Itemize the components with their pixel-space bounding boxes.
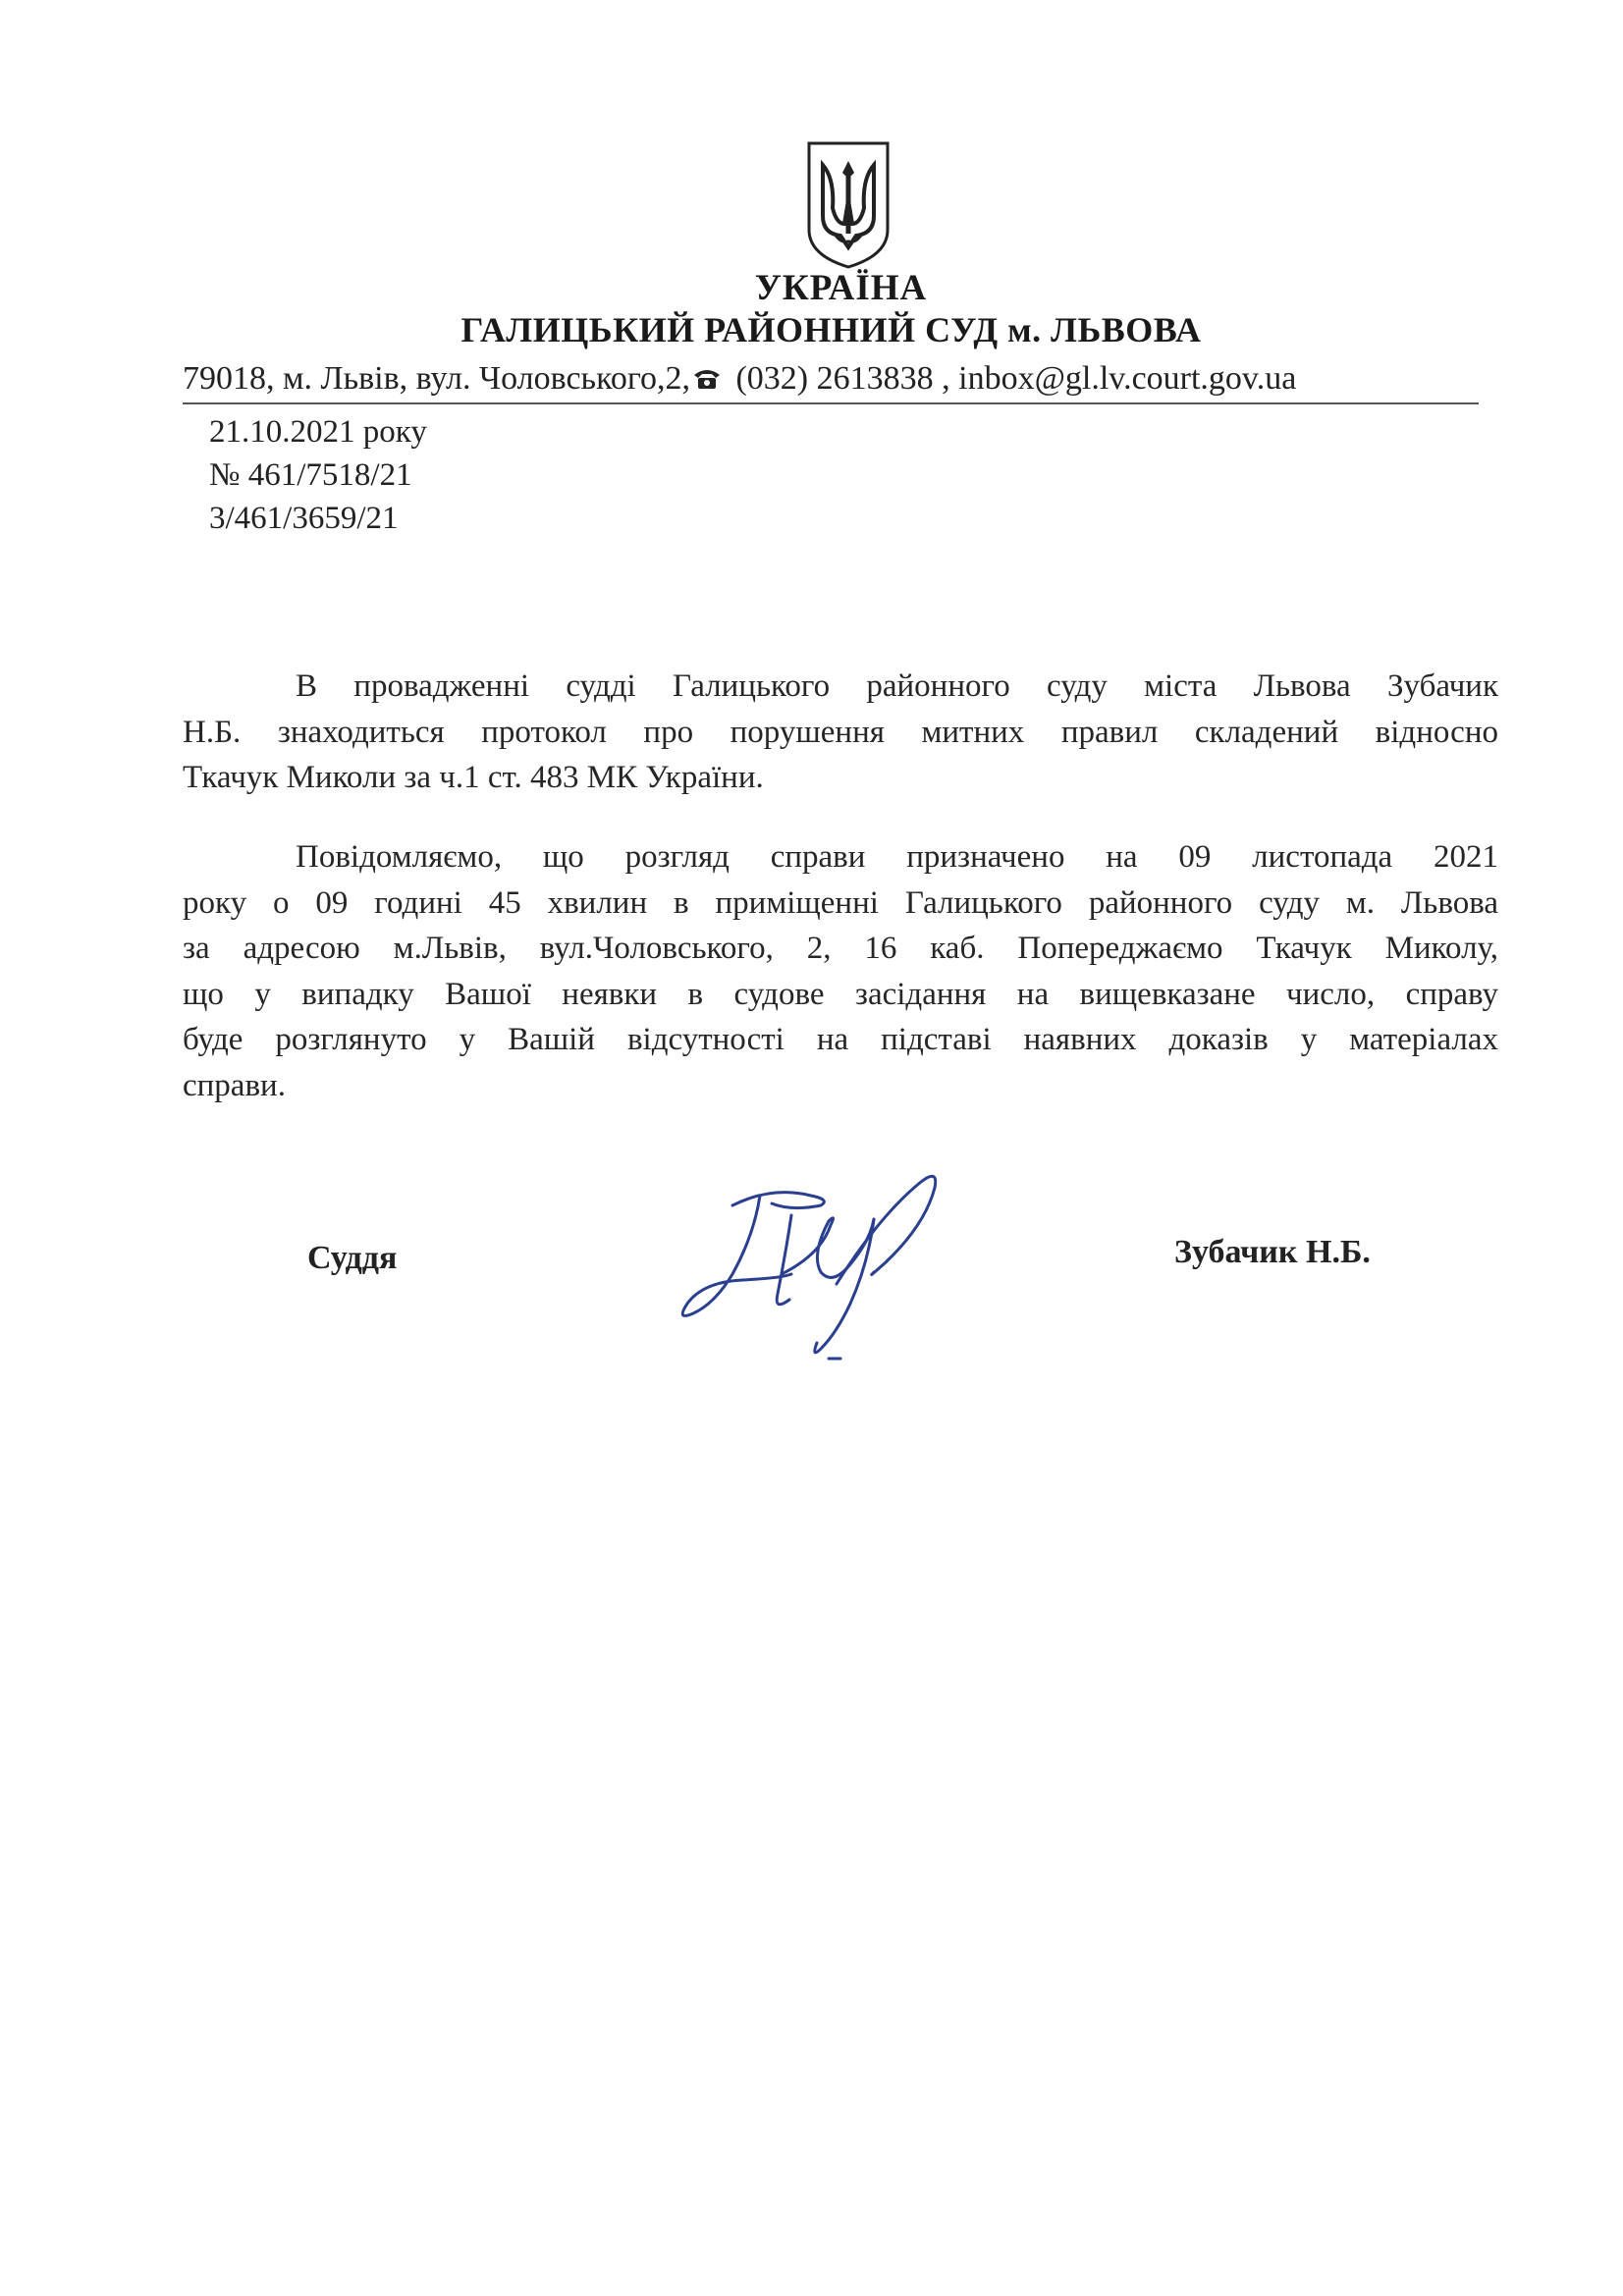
paragraph-line: справи. [183, 1067, 286, 1103]
paragraph-line: року о 09 годині 45 хвилин в приміщенні Галицького районного суду м. Львова [183, 884, 1498, 921]
trident-emblem-icon [801, 139, 895, 271]
paragraph-line: Повідомляємо, що розгляд справи призначено на 09 листопада 2021 [296, 839, 1498, 875]
paragraph-proceedings [183, 664, 1498, 801]
paragraph-line: Ткачук Миколи за ч.1 ст. 483 МК України. [183, 760, 764, 795]
case-number: № 461/7518/21 [209, 457, 412, 493]
document-date: 21.10.2021 року [209, 414, 427, 450]
email-address: inbox@gl.lv.court.gov.ua [958, 360, 1297, 397]
address-separator: , [933, 360, 959, 397]
paragraph-line: за адресою м.Львів, вул.Чоловського, 2, 16 каб. Попереджаємо Ткачук Миколу, [183, 931, 1498, 966]
paragraph-line: що у випадку Вашої неявки в судове засідання на вищевказане число, справу [183, 976, 1498, 1012]
handwritten-signature [664, 1156, 988, 1382]
telephone-icon [692, 365, 722, 391]
paragraph-line: Н.Б. знаходиться протокол про порушення митних правил складений відносно [183, 714, 1498, 750]
header-divider [183, 402, 1479, 404]
paragraph-hearing-notice [183, 834, 1498, 1108]
court-name-heading: ГАЛИЦЬКИЙ РАЙОННИЙ СУД м. ЛЬВОВА [460, 310, 1202, 349]
address-text: 79018, м. Львів, вул. Чоловського,2, [183, 360, 690, 397]
judge-name: Зубачик Н.Б. [1174, 1234, 1371, 1270]
paragraph-line: В провадженні судді Галицького районного суду міста Львова Зубачик [296, 668, 1498, 704]
phone-number: (032) 2613838 [735, 360, 934, 397]
country-heading: УКРАЇНА [754, 268, 928, 308]
outgoing-number: 3/461/3659/21 [209, 501, 399, 536]
signatory-role: Суддя [307, 1240, 398, 1276]
court-address-line [183, 357, 1479, 400]
paragraph-line: буде розглянуто у Вашій відсутності на підставі наявних доказів у матеріалах [183, 1022, 1498, 1057]
